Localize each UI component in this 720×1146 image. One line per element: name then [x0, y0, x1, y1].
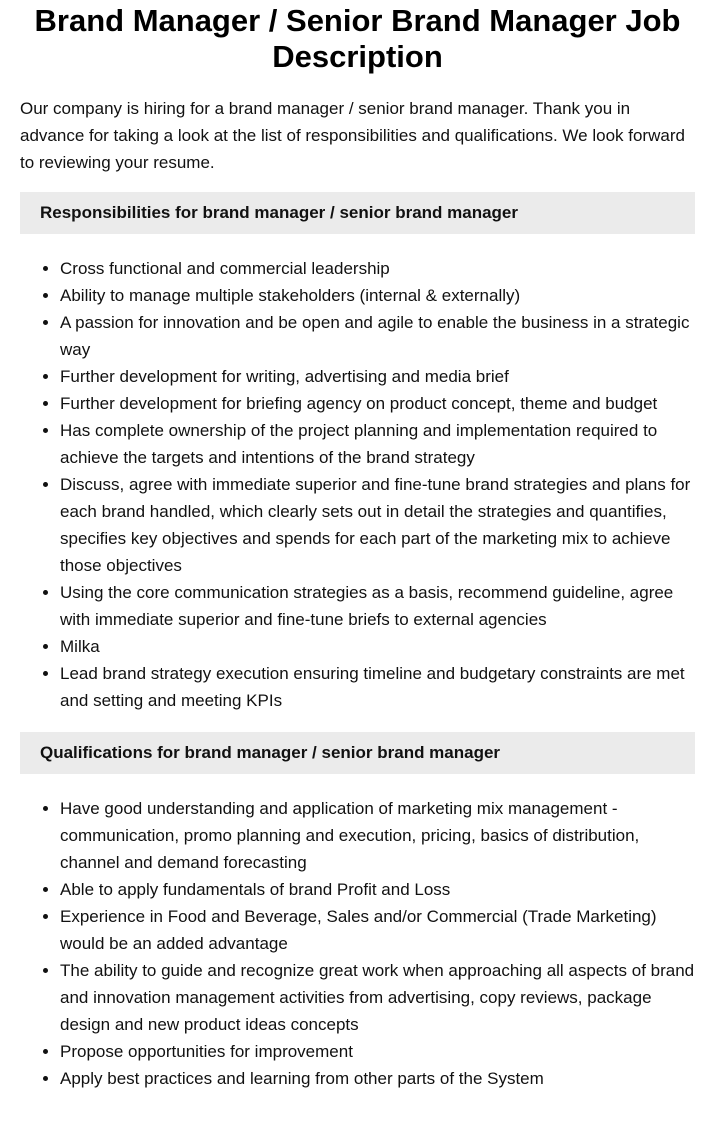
page-title: Brand Manager / Senior Brand Manager Job Description: [34, 3, 681, 74]
list-item: • The ability to guide and recognize great work when approaching all aspects of brand and innovation management activities from advertising, copy reviews, package design and new product ideas concepts: [60, 957, 695, 1038]
qualifications-heading: Qualifications for brand manager / senior brand manager: [20, 732, 695, 774]
list-item: • A passion for innovation and be open and agile to enable the business in a strategic way: [60, 309, 695, 363]
list-item: • Milka: [60, 633, 695, 660]
list-item: • Have good understanding and application of marketing mix management - communication, promo planning and execution, pricing, basics of distribution, channel and demand forecasting: [60, 795, 695, 876]
list-item: • Further development for writing, advertising and media brief: [60, 363, 695, 390]
list-item: • Cross functional and commercial leadership: [60, 255, 695, 282]
list-item: • Ability to manage multiple stakeholders (internal & externally): [60, 282, 695, 309]
list-item: • Discuss, agree with immediate superior and fine-tune brand strategies and plans for each brand handled, which clearly sets out in detail the strategies and quantifies, specifies key objectives and spends for each part of the marketing mix to achieve those objectives: [60, 471, 695, 579]
list-item: • Lead brand strategy execution ensuring timeline and budgetary constraints are met and setting and meeting KPIs: [60, 660, 695, 714]
list-item: • Further development for briefing agency on product concept, theme and budget: [60, 390, 695, 417]
responsibilities-list: [20, 255, 695, 714]
intro-paragraph: Our company is hiring for a brand manager / senior brand manager. Thank you in advance for taking a look at the list of responsibilities and qualifications. We look forward to reviewing your resume.: [20, 99, 685, 172]
list-item: • Using the core communication strategies as a basis, recommend guideline, agree with immediate superior and fine-tune briefs to external agencies: [60, 579, 695, 633]
qualifications-list: [20, 795, 695, 1092]
list-item: • Has complete ownership of the project planning and implementation required to achieve the targets and intentions of the brand strategy: [60, 417, 695, 471]
list-item: • Able to apply fundamentals of brand Profit and Loss: [60, 876, 695, 903]
list-item: • Propose opportunities for improvement: [60, 1038, 695, 1065]
responsibilities-heading: Responsibilities for brand manager / senior brand manager: [20, 192, 695, 234]
list-item: • Experience in Food and Beverage, Sales and/or Commercial (Trade Marketing) would be an added advantage: [60, 903, 695, 957]
list-item: • Apply best practices and learning from other parts of the System: [60, 1065, 695, 1092]
